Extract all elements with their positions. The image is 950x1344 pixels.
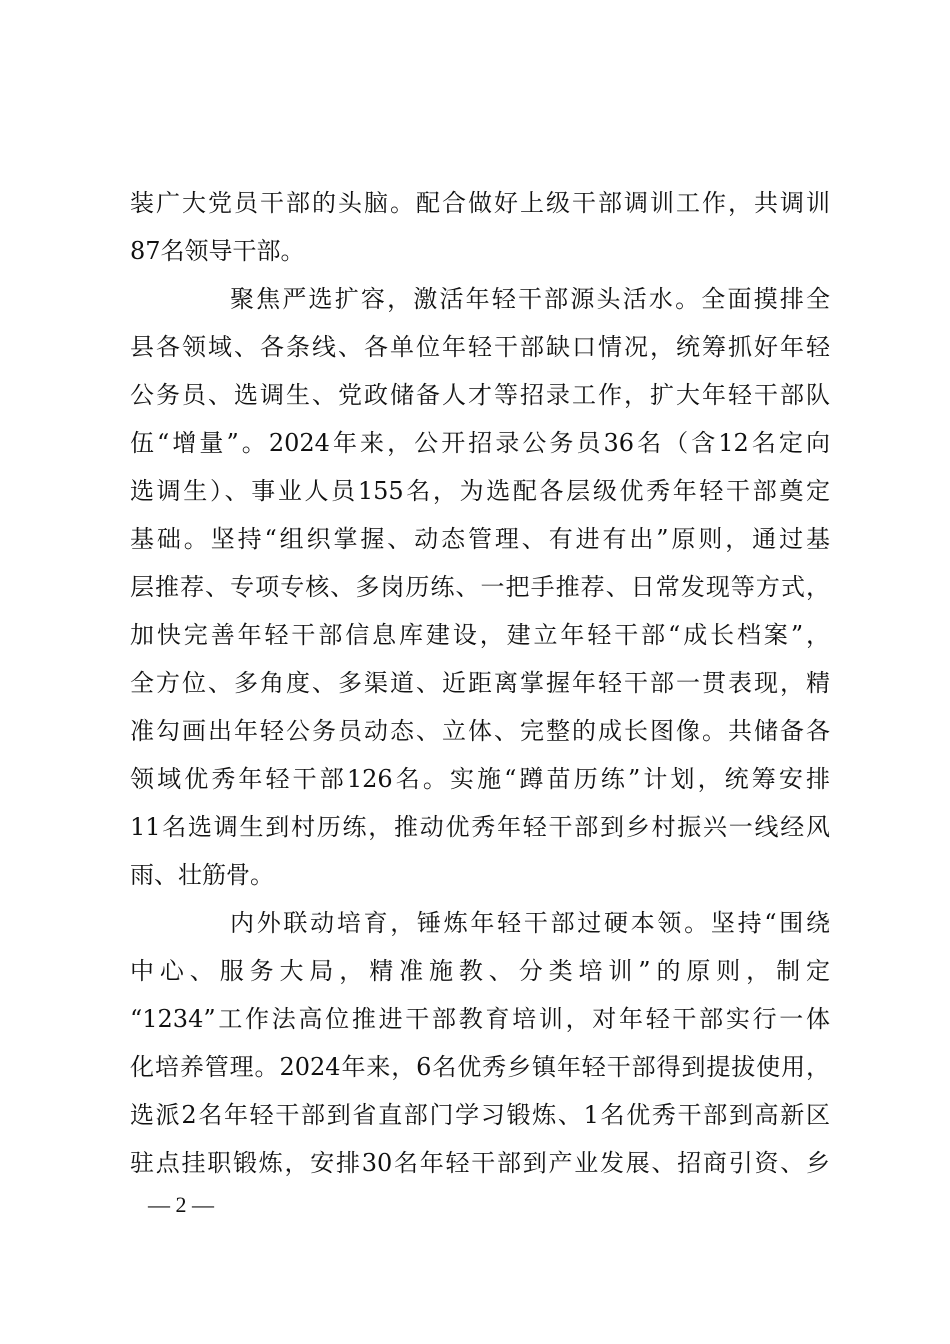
paragraph-line: 中心、服务大局，精准施教、分类培训”的原则，制定 [130, 957, 830, 985]
paragraph-line: 化培养管理。2024年来，6名优秀乡镇年轻干部得到提拔使用， [130, 1053, 830, 1081]
paragraph-line: 选调生）、事业人员155名，为选配各层级优秀年轻干部奠定 [130, 477, 830, 505]
paragraph-line: 全方位、多角度、多渠道、近距离掌握年轻干部一贯表现，精 [130, 669, 830, 697]
paragraph-line: 聚焦严选扩容，激活年轻干部源头活水。全面摸排全 [230, 285, 830, 313]
paragraph-line: 装广大党员干部的头脑。配合做好上级干部调训工作，共调训 [130, 189, 830, 217]
paragraph-line: 准勾画出年轻公务员动态、立体、完整的成长图像。共储备各 [130, 717, 830, 745]
paragraph-line: 基础。坚持“组织掌握、动态管理、有进有出”原则，通过基 [130, 525, 830, 553]
paragraph-line: 公务员、选调生、党政储备人才等招录工作，扩大年轻干部队 [130, 381, 830, 409]
paragraph-line: 87名领导干部。 [130, 237, 305, 265]
paragraph-line: 领域优秀年轻干部126名。实施“蹲苗历练”计划，统筹安排 [130, 765, 830, 793]
paragraph-line: “1234”工作法高位推进干部教育培训，对年轻干部实行一体 [130, 1005, 830, 1033]
page-number: — 2 — [148, 1192, 214, 1217]
paragraph-line: 层推荐、专项专核、多岗历练、一把手推荐、日常发现等方式， [130, 573, 830, 601]
paragraph-line: 伍“增量”。2024年来，公开招录公务员36名（含12名定向 [130, 429, 830, 457]
paragraph-line: 11名选调生到村历练，推动优秀年轻干部到乡村振兴一线经风 [130, 813, 830, 841]
paragraph-line: 选派2名年轻干部到省直部门学习锻炼、1名优秀干部到高新区 [130, 1101, 830, 1129]
paragraph-line: 县各领域、各条线、各单位年轻干部缺口情况，统筹抓好年轻 [130, 333, 830, 361]
paragraph-line: 雨、壮筋骨。 [130, 861, 274, 889]
paragraph-line: 加快完善年轻干部信息库建设，建立年轻干部“成长档案”， [130, 621, 830, 649]
paragraph-line: 内外联动培育，锤炼年轻干部过硬本领。坚持“围绕 [230, 909, 830, 937]
paragraph-line: 驻点挂职锻炼，安排30名年轻干部到产业发展、招商引资、乡 [130, 1149, 830, 1177]
